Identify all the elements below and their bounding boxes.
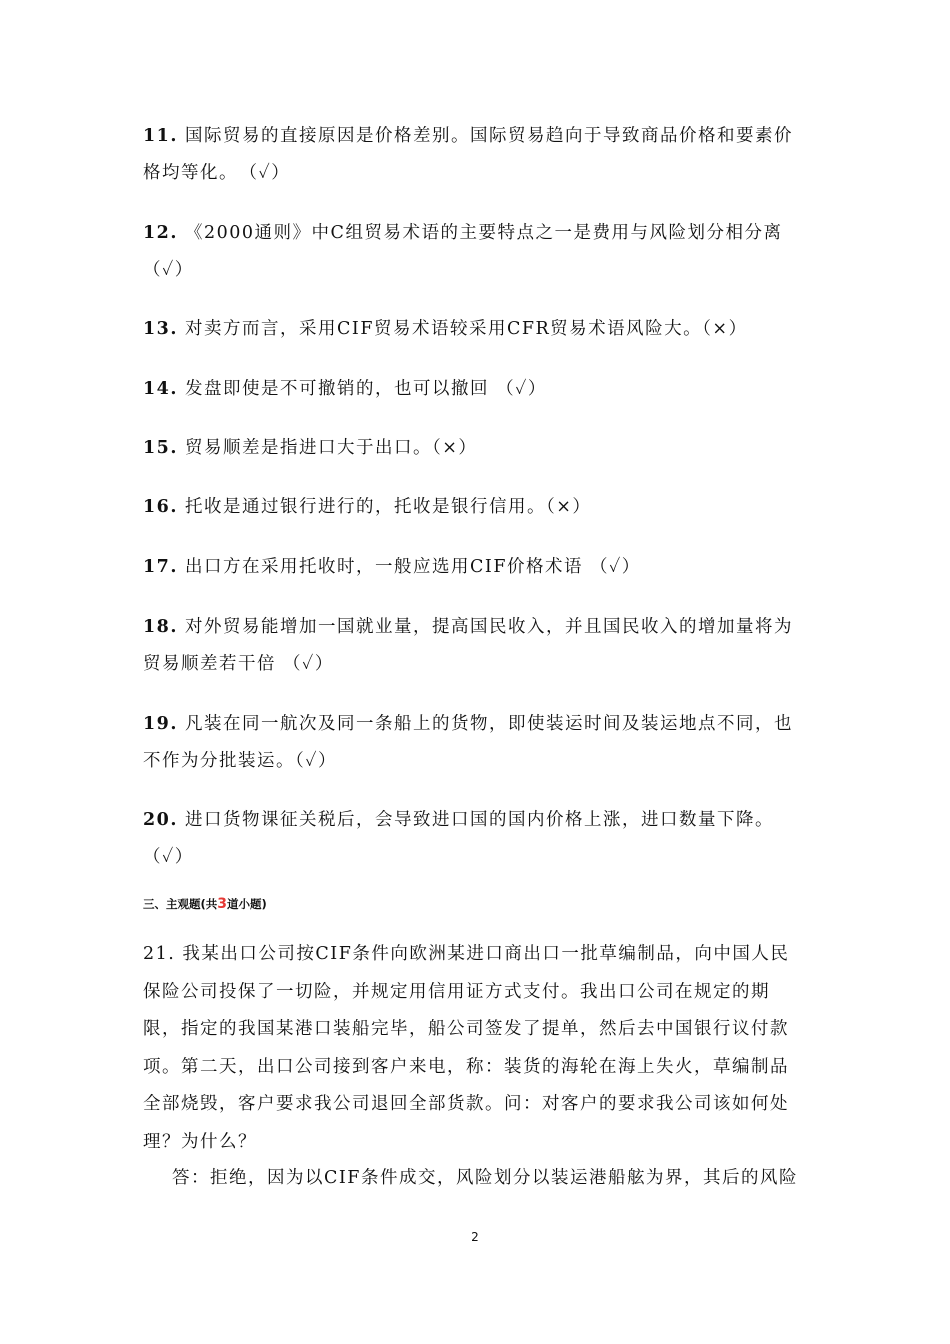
page-number: 2 [471,1230,479,1244]
question-17 [143,549,803,586]
question-19 [143,706,803,780]
question-number: 16. [143,497,178,517]
question-15 [143,430,803,467]
section-count: 3 [217,896,228,912]
question-number: 20. [143,810,178,830]
question-text: 国际贸易的直接原因是价格差别。国际贸易趋向于导致商品价格和要素价格均等化。 （✓） [143,126,794,183]
question-12 [143,215,803,289]
case-question-21: 21. 我某出口公司按CIF条件向欧洲某进口商出口一批草编制品，向中国人民保险公司投保了一切险，并规定用信用证方式支付。我出口公司在规定的期限，指定的我国某港口装船完毕，船公司签发了提单，然后去中国银行议付款项。第二天，出口公司接到客户来电，称：装货的海轮在海上失火，草编制品全部烧毁，客户要求我公司退回全部货款。问：对客户的要求我公司该如何处理？为什么？ [143,944,790,1152]
question-number: 18. [143,617,178,637]
question-13 [143,311,803,348]
section-suffix: 道小题) [227,897,267,911]
question-text: 《2000通则》中C组贸易术语的主要特点之一是费用与风险划分相分离（✓） [143,223,783,280]
section-prefix: 三、主观题(共 [143,897,218,911]
question-16 [143,489,803,526]
question-11 [143,118,803,192]
question-number: 12. [143,223,178,243]
question-number: 17. [143,557,178,577]
question-text: 对外贸易能增加一国就业量，提高国民收入，并且国民收入的增加量将为贸易顺差若干倍 （✓） [143,617,794,674]
question-18 [143,609,803,683]
question-20 [143,802,803,876]
case-answer: 答：拒绝，因为以CIF条件成交，风险划分以装运港船舷为界，其后的风险 [172,1168,798,1188]
question-text: 凡装在同一航次及同一条船上的货物，即使装运时间及装运地点不同，也不作为分批装运。（✓） [143,714,794,771]
question-number: 19. [143,714,178,734]
question-text: 对卖方而言，采用CIF贸易术语较采用CFR贸易术语风险大。（×） [177,319,748,339]
question-14 [143,371,803,408]
question-text: 发盘即使是不可撤销的，也可以撤回 （✓） [177,379,547,399]
question-number: 15. [143,438,178,458]
question-number: 11. [143,126,178,146]
question-text: 出口方在采用托收时，一般应选用CIF价格术语 （✓） [177,557,641,577]
question-number: 13. [143,319,178,339]
section-heading [143,896,267,912]
question-text: 贸易顺差是指进口大于出口。（×） [177,438,478,458]
question-number: 14. [143,379,178,399]
question-text: 进口货物课征关税后，会导致进口国的国内价格上涨，进口数量下降。（✓） [143,810,775,867]
question-text: 托收是通过银行进行的，托收是银行信用。（×） [177,497,592,517]
